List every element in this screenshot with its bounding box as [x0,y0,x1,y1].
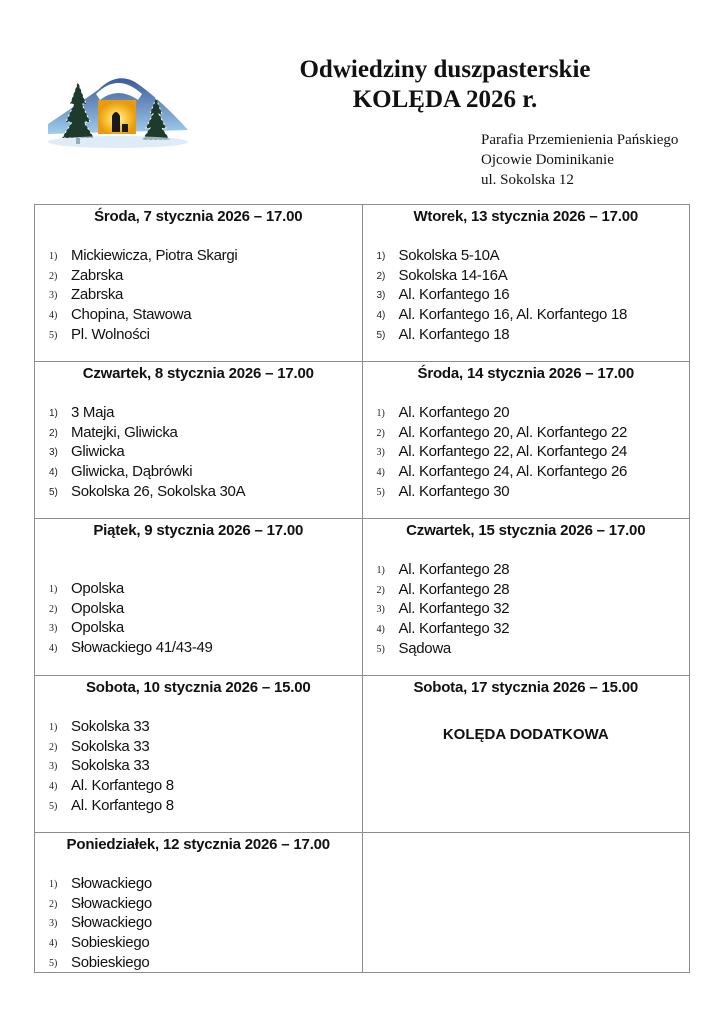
list-item [363,580,690,600]
street-name: Al. Korfantego 22, Al. Korfantego 24 [398,443,628,461]
street-name: Al. Korfantego 8 [71,796,174,814]
additional-visit-note: KOLĘDA DODATKOWA [442,726,609,743]
street-name: Al. Korfantego 24, Al. Korfantego 26 [398,463,628,481]
item-number: 3) [49,623,58,635]
street-name: Al. Korfantego 20, Al. Korfantego 22 [398,423,628,441]
street-name: Opolska [71,599,124,617]
item-number: 2) [376,427,385,439]
street-name: Słowackiego [71,914,152,932]
street-name: Słowackiego [71,894,152,912]
item-number: 4) [49,938,58,950]
item-number: 3) [376,604,385,616]
visit-date: Środa, 7 stycznia 2026 – 17.00 [94,208,303,225]
list-item [35,305,362,325]
street-list [35,717,362,815]
street-list [363,403,690,501]
list-item [363,639,690,659]
page-title: Odwiedziny duszpasterskie [299,56,591,83]
list-item [35,796,362,816]
list-item [35,403,362,423]
street-name: Al. Korfantego 32 [398,600,510,618]
list-item [35,442,362,462]
item-number: 2) [49,427,58,439]
street-name: Zabrska [71,286,124,304]
street-name: Al. Korfantego 28 [398,561,510,578]
item-number: 2) [49,603,58,615]
street-name: Al. Korfantego 30 [398,482,510,500]
list-item [363,266,690,286]
item-number: 2) [376,584,385,596]
list-item [363,423,690,443]
schedule-cell [35,676,363,833]
empty-cell [362,833,690,973]
street-name: Słowackiego 41/43-49 [71,639,213,657]
street-name: Opolska [71,619,124,637]
parish-street: ul. Sokolska 12 [481,172,574,188]
street-name: Gliwicka [71,443,125,461]
list-item [363,246,690,266]
visit-date: Poniedziałek, 12 stycznia 2026 – 17.00 [66,836,330,853]
page-subtitle: KOLĘDA 2026 r. [352,86,538,113]
street-name: Sokolska 5-10A [398,247,500,264]
item-number: 3) [49,918,58,930]
list-item [35,638,362,658]
schedule-row [35,676,690,833]
schedule-cell [362,519,690,676]
item-number: 1) [49,251,58,262]
street-name: Sądowa [398,639,451,657]
street-name: Matejki, Gliwicka [71,423,178,441]
item-number: 5) [376,329,386,341]
item-number: 5) [376,486,385,498]
street-name: Mickiewicza, Piotra Skargi [71,247,238,264]
item-number: 3) [49,447,58,459]
list-item [35,894,362,914]
street-name: Sokolska 26, Sokolska 30A [71,482,246,500]
visit-date: Czwartek, 8 stycznia 2026 – 17.00 [82,365,314,382]
list-item [363,305,690,325]
visit-date: Sobota, 17 stycznia 2026 – 15.00 [413,679,639,696]
list-item [363,560,690,580]
item-number: 1) [49,722,58,733]
street-list [35,874,362,972]
item-number: 4) [49,781,58,793]
visit-date: Środa, 14 stycznia 2026 – 17.00 [417,365,634,382]
list-item [35,776,362,796]
street-name: Al. Korfantego 18 [398,325,510,343]
street-name: Sobieskiego [71,953,150,971]
item-number: 1) [49,879,58,890]
list-item [35,325,362,345]
schedule-cell [362,676,690,833]
schedule-row [35,833,690,973]
street-list [363,560,690,658]
list-item [363,285,690,305]
item-number: 5) [49,800,58,812]
list-item [363,462,690,482]
list-item [35,599,362,619]
street-list [35,579,362,658]
list-item [35,618,362,638]
item-number: 3) [49,761,58,773]
list-item [363,619,690,639]
street-name: Sokolska 33 [71,757,150,775]
list-item [35,913,362,933]
list-item [35,423,362,443]
street-name: Sokolska 33 [71,737,150,755]
item-number: 4) [49,643,58,655]
list-item [35,737,362,757]
street-name: Sokolska 14-16A [398,266,508,284]
list-item [35,756,362,776]
street-name: Zabrska [71,266,124,284]
list-item [35,266,362,286]
visit-date: Piątek, 9 stycznia 2026 – 17.00 [93,522,304,539]
visit-date: Czwartek, 15 stycznia 2026 – 17.00 [406,522,646,539]
list-item [35,953,362,973]
street-name: Sokolska 33 [71,718,150,735]
item-number: 3) [376,290,386,302]
item-number: 3) [376,447,385,459]
parish-name: Parafia Przemienienia Pańskiego [481,132,679,148]
item-number: 1) [376,251,386,262]
item-number: 4) [49,310,58,322]
street-name: Al. Korfantego 32 [398,620,510,638]
street-name: Al. Korfantego 28 [398,580,510,598]
street-name: 3 Maja [71,404,115,421]
list-item [35,462,362,482]
schedule-row [35,519,690,676]
schedule-cell [35,362,363,519]
street-name: Al. Korfantego 8 [71,777,174,795]
street-name: Al. Korfantego 20 [398,404,510,421]
item-number: 4) [376,467,385,479]
street-list [35,403,362,501]
street-name: Chopina, Stawowa [71,306,192,324]
list-item [35,579,362,599]
item-number: 2) [49,741,58,753]
item-number: 1) [49,408,58,419]
list-item [363,325,690,345]
list-item [363,599,690,619]
list-item [363,403,690,423]
parish-order: Ojcowie Dominikanie [481,152,614,168]
parish-address [481,130,678,190]
item-number: 5) [49,329,58,341]
visit-date: Wtorek, 13 stycznia 2026 – 17.00 [413,208,639,225]
list-item [363,482,690,502]
list-item [363,442,690,462]
item-number: 5) [376,643,385,655]
schedule-table [34,204,690,973]
schedule-cell [35,833,363,973]
nativity-logo-icon [38,42,198,154]
item-number: 2) [49,898,58,910]
visit-date: Sobota, 10 stycznia 2026 – 15.00 [85,679,311,696]
list-item [35,285,362,305]
schedule-cell [35,205,363,362]
item-number: 4) [376,624,385,636]
list-item [35,874,362,894]
schedule-cell [362,205,690,362]
street-name: Al. Korfantego 16 [398,286,510,304]
list-item [35,482,362,502]
item-number: 2) [49,270,58,282]
item-number: 1) [376,408,385,419]
street-name: Opolska [71,580,124,597]
street-list [35,246,362,344]
item-number: 1) [49,584,58,595]
schedule-row [35,362,690,519]
list-item [35,246,362,266]
item-number: 3) [49,290,58,302]
item-number: 2) [376,270,386,282]
item-number: 4) [376,310,386,322]
item-number: 5) [49,486,58,498]
street-name: Al. Korfantego 16, Al. Korfantego 18 [398,306,628,324]
item-number: 4) [49,467,58,479]
street-name: Słowackiego [71,875,152,892]
list-item [35,933,362,953]
street-list [363,246,690,344]
item-number: 5) [49,957,58,969]
street-name: Gliwicka, Dąbrówki [71,463,193,481]
schedule-cell [35,519,363,676]
schedule-cell [362,362,690,519]
schedule-row [35,205,690,362]
item-number: 1) [376,565,385,576]
list-item [35,717,362,737]
street-name: Sobieskiego [71,934,150,952]
street-name: Pl. Wolności [71,325,150,343]
